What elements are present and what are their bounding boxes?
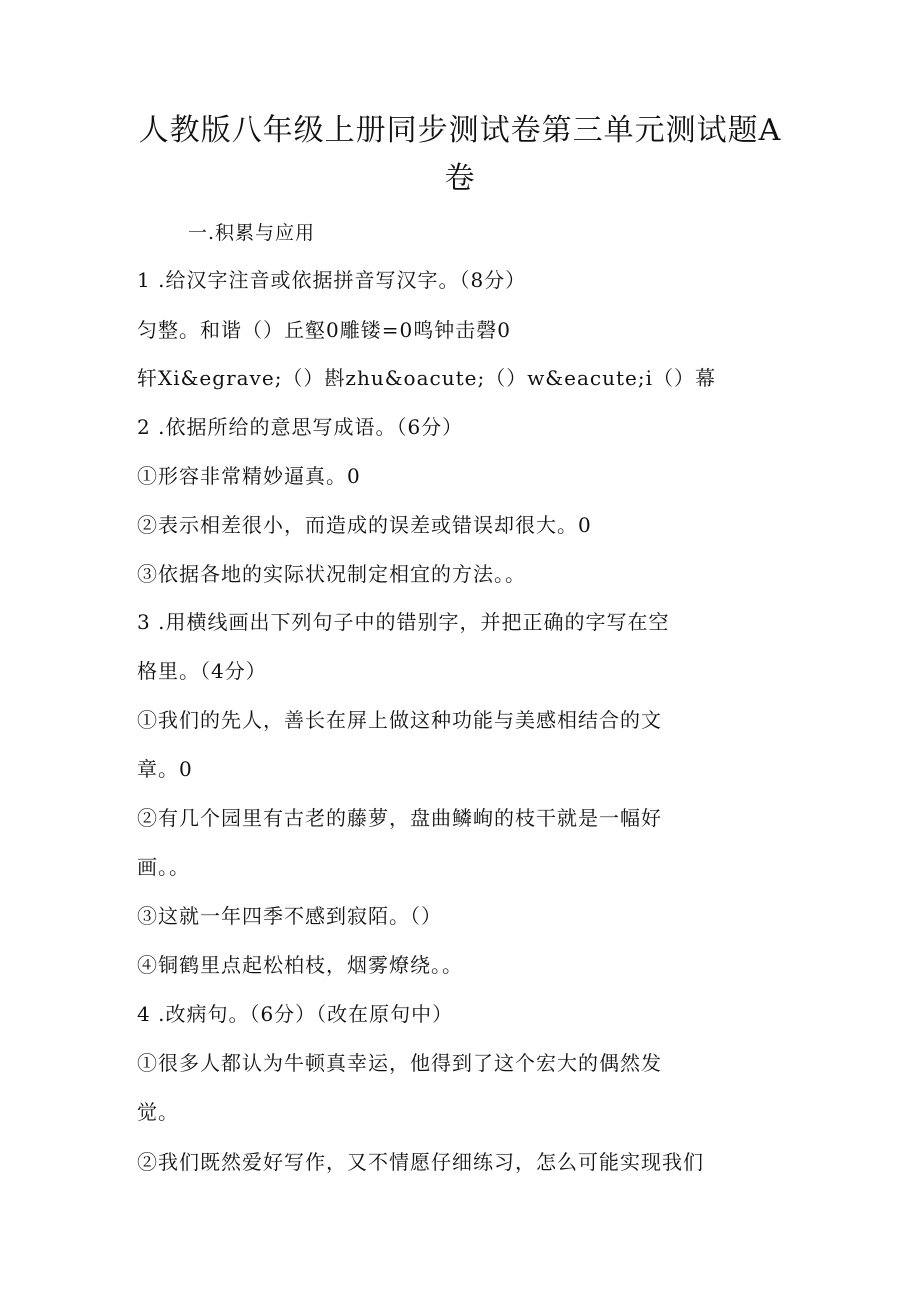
question-4-item-2: ②我们既然爱好写作，又不情愿仔细练习，怎么可能实现我们 [137,1150,704,1174]
question-1-heading: 1 .给汉字注音或依据拼音写汉字。（8分） [137,268,527,292]
question-3-item-3: ③这就一年四季不感到寂陌。（） [137,904,442,928]
question-2-item-1: ①形容非常精妙逼真。0 [137,464,361,488]
question-2-item-3: ③依据各地的实际状况制定相宜的方法。。 [137,562,526,586]
question-4-item-1: ①很多人都认为牛顿真幸运，他得到了这个宏大的偶然发 [137,1051,662,1075]
question-3-item-2-cont: 画。。 [137,855,190,879]
question-3-item-2: ②有几个园里有古老的藤萝，盘曲鳞峋的枝干就是一幅好 [137,806,662,830]
question-4-heading: 4 .改病句。（6分）（改在原句中） [137,1002,454,1026]
question-1-line-2: 轩Xi&egrave;（）斟zhu&oacute;（）w&eacute;i（）幕 [137,366,716,390]
question-3-item-1: ①我们的先人，善长在屏上做这种功能与美感相结合的文 [137,708,662,732]
question-1-line-1: 匀整。和谐（）丘壑0雕镂=0鸣钟击磬0 [137,318,511,342]
question-3-heading: 3 .用横线画出下列句子中的错别字，并把正确的字写在空 [137,610,670,634]
question-3-heading-cont: 格里。（4分） [137,659,267,683]
document-title-line-1: 人教版八年级上册同步测试卷第三单元测试题A [138,113,782,148]
question-4-item-1-cont: 觉。 [137,1100,179,1124]
question-2-heading: 2 .依据所给的意思写成语。（6分） [137,415,464,439]
question-3-item-4: ④铜鹤里点起松柏枝，烟雾燎绕。。 [137,953,463,977]
section-heading: 一.积累与应用 [188,222,316,244]
document-title-line-2: 卷 [444,161,476,196]
question-2-item-2: ②表示相差很小，而造成的误差或错误却很大。0 [137,513,592,537]
question-3-item-1-cont: 章。0 [137,757,193,781]
